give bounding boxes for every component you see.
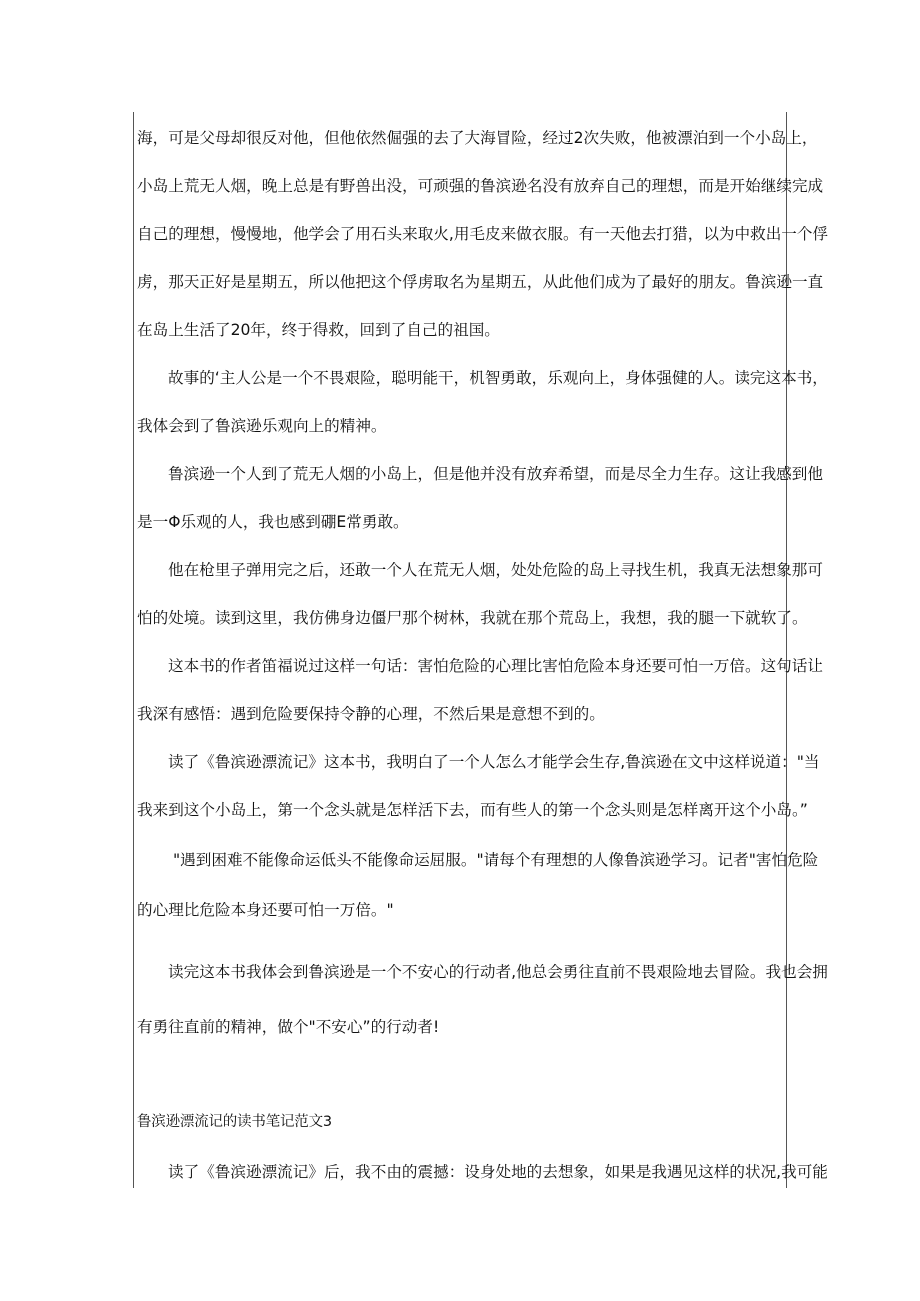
text-line: 读了《鲁滨逊漂流记》后，我不由的震撼：设身处地的去想象，如果是我遇见这样的状况,我可能 [168,1163,828,1181]
text-line: 海，可是父母却很反对他，但他依然倔强的去了大海冒险，经过2次失败，他被漂泊到一个小岛上， [137,129,818,147]
left-margin-rule [133,112,134,1188]
section-heading: 鲁滨逊漂流记的读书笔记范文3 [137,1114,332,1130]
text-line: 我体会到了鲁滨逊乐观向上的精神。 [137,417,387,435]
text-line: 我来到这个小岛上，第一个念头就是怎样活下去，而有些人的第一个念头则是怎样离开这个小岛。” [137,801,808,819]
text-line: 这本书的作者笛福说过这样一句话：害怕危险的心理比害怕危险本身还要可怕一万倍。这句话让 [168,657,823,675]
text-line: 我深有感悟：遇到危险要保持令静的心理，不然后果是意想不到的。 [137,705,605,723]
text-line: 小岛上荒无人烟，晚上总是有野兽出没，可顽强的鲁滨逊名没有放弃自己的理想，而是开始继续完成 [137,177,824,195]
text-line: 有勇往直前的精神，做个"不安心”的行动者! [137,1018,440,1036]
text-line: 鲁滨逊一个人到了荒无人烟的小岛上，但是他并没有放弃希望，而是尽全力生存。这让我感到他 [168,465,823,483]
text-line: 在岛上生活了20年，终于得救，回到了自己的祖国。 [137,321,500,339]
text-line: 怕的处境。读到这里，我仿佛身边僵尸那个树林，我就在那个荒岛上，我想，我的腿一下就软了。 [137,609,808,627]
text-line: 读完这本书我体会到鲁滨逊是一个不安心的行动者,他总会勇往直前不畏艰险地去冒险。我也会拥 [168,963,828,981]
text-line: "遇到困难不能像命运低头不能像命运屈服。"请每个有理想的人像鲁滨逊学习。记者"害怕危险 [173,851,819,869]
text-line: 的心理比危险本身还要可怕一万倍。" [137,901,394,919]
text-line: 虏，那天正好是星期五，所以他把这个俘虏取名为星期五，从此他们成为了最好的朋友。鲁滨逊一直 [137,273,824,291]
text-line: 是一Φ乐观的人，我也感到硼E常勇敢。 [137,513,409,531]
text-line: 故事的‘主人公是一个不畏艰险，聪明能干，机智勇敢，乐观向上，身体强健的人。读完这本书， [168,369,828,387]
text-line: 读了《鲁滨逊漂流记》这本书，我明白了一个人怎么才能学会生存,鲁滨逊在文中这样说道："当 [168,753,820,771]
text-line: 他在枪里子弹用完之后，还敢一个人在荒无人烟，处处危险的岛上寻找生机，我真无法想象那可 [168,561,823,579]
text-line: 自己的理想，慢慢地，他学会了用石头来取火,用毛皮来做衣服。有一天他去打猎，以为中救出一个俘 [137,225,829,243]
